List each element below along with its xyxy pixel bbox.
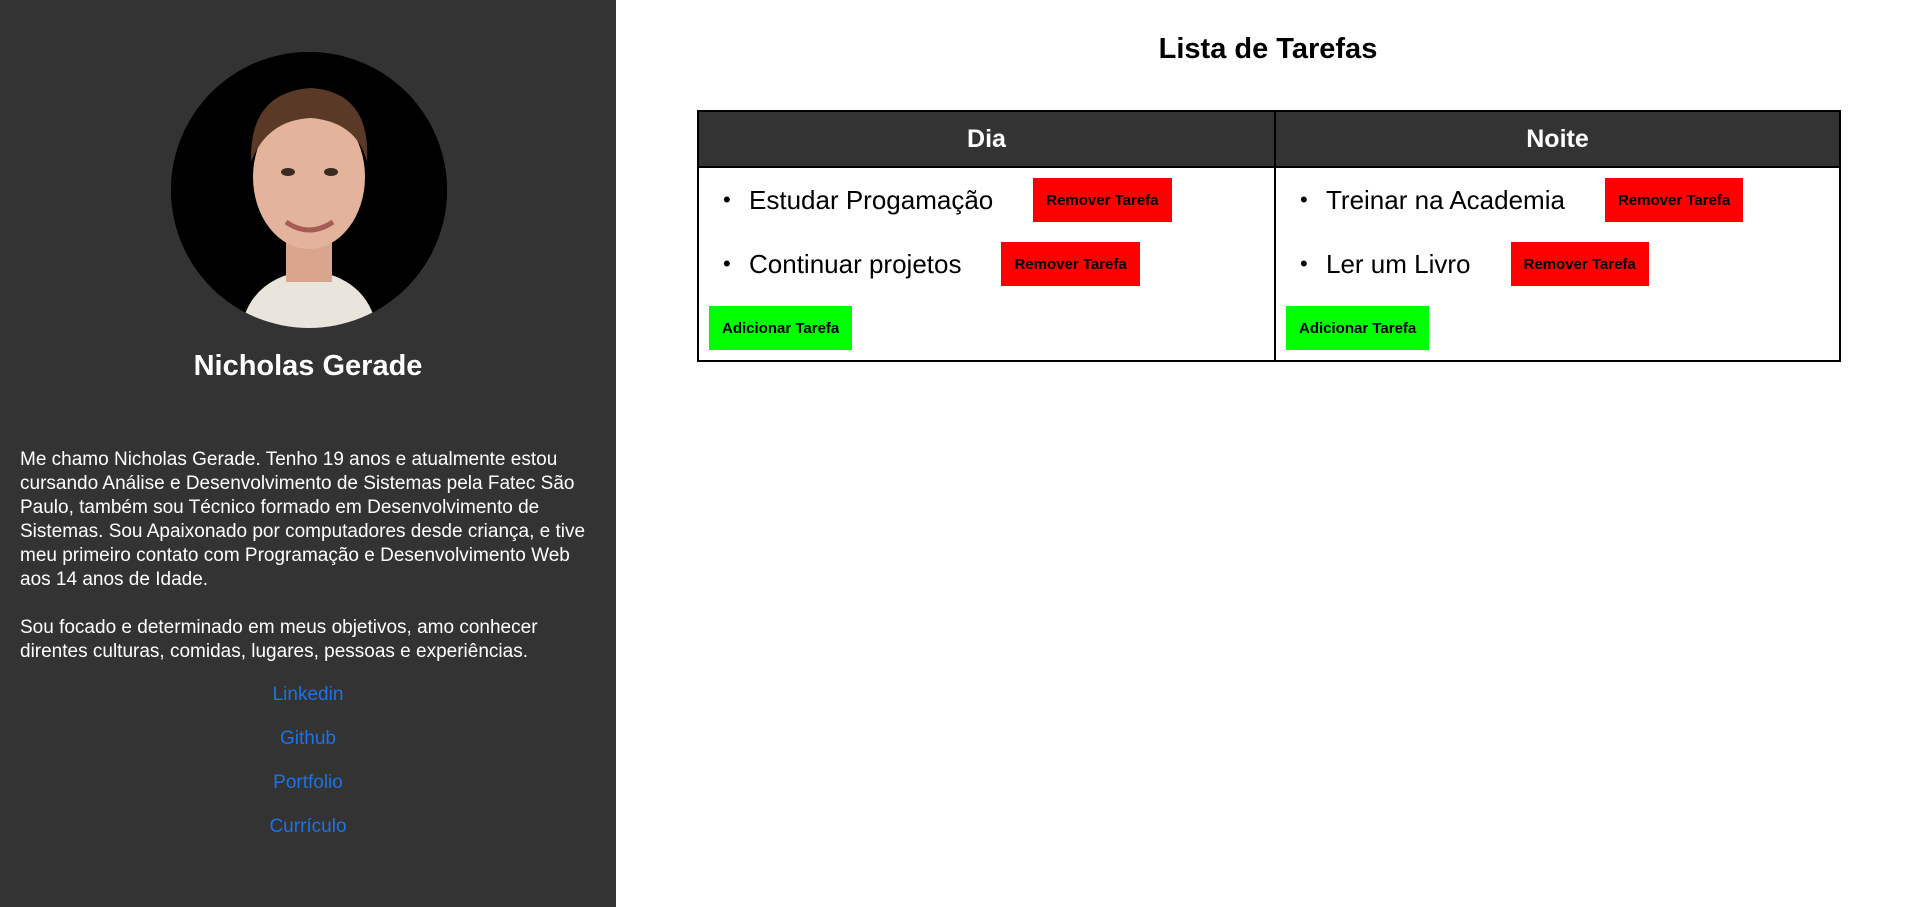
remove-task-button[interactable]: Remover Tarefa: [1605, 178, 1743, 222]
page-title: Lista de Tarefas: [1158, 33, 1378, 65]
task-text: Treinar na Academia: [1326, 184, 1565, 215]
profile-bio: [20, 448, 600, 688]
profile-name: Nicholas Gerade: [193, 350, 423, 382]
task-item: [1300, 242, 1839, 286]
bio-paragraph: Me chamo Nicholas Gerade. Tenho 19 anos e atualmente estou cursando Análise e Desenvolvimento de Sistemas pela Fatec São Paulo, também sou Técnico formado em Desenvolvimento de Sistemas. Sou Apaixonado por computadores desde criança, e tive meu primeiro contato com Programação e Desenvolvimento Web aos 14 anos de Idade.: [20, 449, 586, 590]
avatar: [171, 52, 447, 328]
add-task-button-noite[interactable]: Adicionar Tarefa: [1286, 306, 1429, 350]
bullet-icon: •: [723, 251, 731, 276]
task-column-dia: [698, 167, 1275, 361]
bullet-icon: •: [1300, 187, 1308, 212]
task-item: [723, 242, 1274, 286]
link-curriculo[interactable]: Currículo: [269, 816, 347, 837]
task-item: [723, 178, 1274, 222]
task-text: Estudar Progamação: [749, 184, 994, 215]
remove-task-button[interactable]: Remover Tarefa: [1511, 242, 1649, 286]
add-task-button-dia[interactable]: Adicionar Tarefa: [709, 306, 852, 350]
remove-task-button[interactable]: Remover Tarefa: [1001, 242, 1139, 286]
task-table: [697, 110, 1841, 362]
profile-sidebar: [0, 0, 616, 907]
task-item: [1300, 178, 1839, 222]
bullet-icon: •: [1300, 251, 1308, 276]
task-text: Continuar projetos: [749, 248, 962, 279]
column-header-dia: Dia: [698, 111, 1275, 167]
remove-task-button[interactable]: Remover Tarefa: [1033, 178, 1171, 222]
link-portfolio[interactable]: Portfolio: [273, 772, 343, 793]
profile-photo: [171, 52, 447, 328]
task-column-noite: [1275, 167, 1840, 361]
profile-links: [0, 683, 616, 859]
task-text: Ler um Livro: [1326, 248, 1471, 279]
bio-paragraph: Sou focado e determinado em meus objetivos, amo conhecer direntes culturas, comidas, lugares, pessoas e experiências.: [20, 617, 538, 662]
task-list-noite: [1276, 168, 1839, 286]
bullet-icon: •: [723, 187, 731, 212]
task-list-dia: [699, 168, 1274, 286]
link-github[interactable]: Github: [280, 728, 336, 749]
column-header-noite: Noite: [1275, 111, 1840, 167]
link-linkedin[interactable]: Linkedin: [272, 684, 344, 705]
